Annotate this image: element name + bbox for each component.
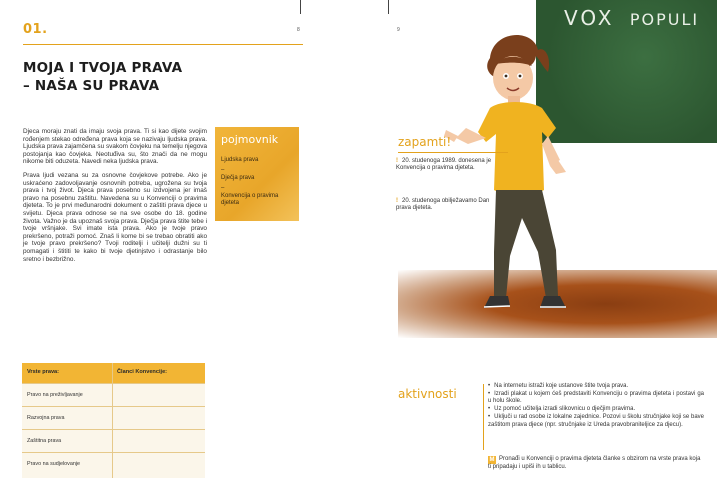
glossary-separator: –	[221, 167, 225, 173]
page-number-left: 8	[297, 27, 300, 33]
body-text	[23, 128, 207, 269]
glossary-item: Dječja prava	[221, 175, 255, 181]
bullet-icon: •	[488, 414, 491, 421]
activities-heading: aktivnosti	[398, 387, 457, 401]
table-cell: Pravo na sudjelovanje	[27, 461, 81, 467]
right-page	[358, 0, 717, 478]
chapter-number: 01.	[23, 22, 48, 37]
exclamation-icon: !	[396, 158, 398, 164]
activity-text: Na internetu istraži koje ustanove štite tvoja prava.	[494, 383, 629, 389]
glossary-separator: –	[221, 185, 225, 191]
activity-item	[488, 414, 704, 429]
glossary-heading: pojmovnik	[221, 133, 279, 146]
bullet-icon: •	[488, 390, 491, 397]
left-page	[0, 0, 358, 478]
chalkboard-word-2: POPULI	[629, 10, 700, 29]
table-cell: Zaštitna prava	[27, 438, 62, 444]
remember-item-text: 20. studenoga obilježavamo Dan prava djeteta.	[396, 198, 490, 212]
glossary-item: Ljudska prava	[221, 157, 259, 163]
remember-item	[396, 198, 492, 213]
remember-divider	[398, 152, 508, 153]
activity-item	[488, 406, 704, 413]
page-number-right: 9	[397, 27, 400, 33]
table-cell: Pravo na preživljavanje	[27, 392, 83, 398]
activity-text: Uključi u rad osobe iz lokalne zajednice. Pozovi u školu stručnjake koji se bave zaštitom prava djece (npr. stručnjake iz Ureda pravobraniteljice za djecu).	[488, 414, 704, 428]
activities-list	[488, 383, 704, 429]
activities-note	[488, 456, 704, 471]
activity-item	[488, 391, 704, 406]
paragraph-2: Prava ljudi vezana su za osnovne čovjekove potrebe. Ako je uskraćeno zadovoljavanje osnovnih potreba, ugrožena su tvoja prava i tvoj život. Djeca prava posebno su izdvojena jer imaš pravo na posebnu zaštitu. Navedena su u Konvenciji o pravima djeteta. To je prvi međunarodni dokument o zaštiti prava djece u svijetu. Djeca prava odnose se na sve osobe do 18. godine života. Važno je da upoznaš svoja prava. Dječja prava štite tebe i tvoje vršnjake. Svi imate ista prava. Ako je tvoje pravo prekršeno, potraži pomoć. Znaš li kome bi se trebao obratiti ako je tvoje pravo prekršeno? Tvoji roditelji i učitelji dužni su ti pomagati i štititi te kako bi tvoje djetinjstvo i odrastanje bilo sretno i bezbrižno.	[23, 171, 207, 263]
glossary-list	[221, 157, 281, 210]
bullet-icon: •	[488, 406, 491, 413]
crop-mark	[388, 0, 389, 14]
remember-item-text: 20. studenoga 1989. donesena je Konvencija o pravima djeteta.	[396, 158, 492, 172]
table-header-articles: Članci Konvencije:	[117, 369, 168, 375]
title-line-1: MOJA I TVOJA PRAVA	[23, 60, 183, 76]
activity-item	[488, 383, 704, 390]
glossary-box	[215, 127, 299, 221]
crop-mark	[300, 0, 301, 14]
page-title	[23, 59, 182, 95]
table-row	[22, 429, 205, 452]
activity-text: Uz pomoć učitelja izradi slikovnicu o dječjim pravima.	[494, 406, 636, 413]
rights-table	[22, 363, 205, 478]
bullet-icon: •	[488, 383, 491, 389]
table-row	[22, 406, 205, 429]
title-line-2: – NAŠA SU PRAVA	[23, 78, 160, 94]
table-header-types: Vrste prava:	[27, 369, 60, 375]
task-icon: M	[489, 457, 495, 463]
remember-item	[396, 158, 492, 173]
exclamation-icon: !	[396, 198, 398, 204]
paragraph-1: Djeca moraju znati da imaju svoja prava. Ti si kao dijete svojim rođenjem stekao određena prava koja se nazivaju ljudska prava. Ljudska prava zajamčena su svakom čovjeku na temelju njegova postojanja kao čovjeka. Neotuđiva su, što znači da ne mogu nikome biti oduzeta. Navedi neka ljudska prava.	[23, 128, 207, 166]
table-row	[22, 383, 205, 406]
table-row	[22, 452, 205, 475]
table-header	[22, 363, 205, 383]
chapter-divider	[23, 44, 303, 45]
activities-note-text: Pronađi u Konvenciji o pravima djeteta članke s obzirom na vrste prava koja ti pripadaju i upiši ih u tablicu.	[488, 456, 701, 470]
chalkboard-word-1: VOX	[564, 6, 615, 30]
activity-text: Izradi plakat u kojem ćeš predstaviti Konvenciju o pravima djeteta i postavi ga u holu škole.	[488, 390, 704, 405]
activities-divider	[483, 384, 484, 450]
remember-heading: zapamti!	[398, 135, 452, 149]
glossary-item: Konvencija o pravima djeteta	[221, 193, 279, 206]
table-cell: Razvojna prava	[27, 415, 65, 421]
